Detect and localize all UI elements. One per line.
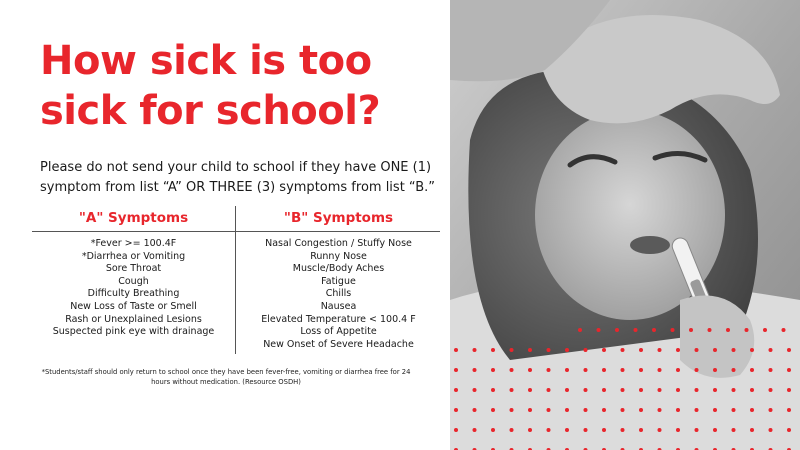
red-dot [473,368,477,372]
red-dot [565,368,569,372]
red-dot [713,408,717,412]
red-dot [732,408,736,412]
red-dot [732,388,736,392]
list-item: New Onset of Severe Headache [263,338,414,350]
red-dot [689,328,693,332]
title-line-2: sick for school? [40,88,381,134]
red-dot [602,348,606,352]
red-dot [454,428,458,432]
red-dot [652,328,656,332]
red-dot [695,368,699,372]
red-dot [597,328,601,332]
intro-line-2: symptom from list “A” OR THREE (3) symptoms from list “B.” [40,180,436,195]
red-dot [732,428,736,432]
footnote-line-1: *Students/staff should only return to school once they have been fever-free, vomiting or diarrhea free for 24 [41,368,411,376]
red-dot [639,388,643,392]
list-item: Suspected pink eye with drainage [52,326,215,338]
red-dot [676,428,680,432]
red-dot [454,388,458,392]
page-title [40,36,440,136]
red-dot [676,388,680,392]
red-dot [578,328,582,332]
red-dot [473,348,477,352]
red-dot [547,428,551,432]
red-dot [565,348,569,352]
red-dot [491,348,495,352]
red-dot [732,348,736,352]
red-dot [787,388,791,392]
list-item: Runny Nose [310,250,367,262]
title-line-1: How sick is too [40,38,372,84]
red-dot [713,388,717,392]
symptom-table [32,206,440,354]
red-dot [584,408,588,412]
red-dot [639,408,643,412]
red-dot [634,328,638,332]
list-item: Nasal Congestion / Stuffy Nose [265,238,412,249]
red-dot [787,428,791,432]
red-dot [547,368,551,372]
red-dot [713,428,717,432]
red-dot [602,388,606,392]
red-dot [750,428,754,432]
red-dot [528,368,532,372]
list-a-column [32,206,235,354]
red-dot [565,428,569,432]
red-dot [726,328,730,332]
red-dot [510,348,514,352]
red-dot [769,368,773,372]
red-dot [769,348,773,352]
list-item: Chills [325,288,352,300]
list-a-heading: "A" Symptoms [78,210,189,226]
red-dot [491,408,495,412]
red-dot [454,408,458,412]
footnote [36,367,416,387]
red-dot [510,368,514,372]
list-item: Rash or Unexplained Lesions [65,313,202,325]
red-dot [473,408,477,412]
list-b-heading: "B" Symptoms [283,210,394,226]
red-dot [454,368,458,372]
list-item: Muscle/Body Aches [292,263,385,275]
red-dot [658,368,662,372]
list-item: Nausea [320,300,357,312]
red-dot [639,348,643,352]
red-dot [769,408,773,412]
red-dot [658,428,662,432]
red-dot [658,348,662,352]
red-dot [584,348,588,352]
red-dot [602,428,606,432]
red-dot [750,388,754,392]
red-dot [602,368,606,372]
red-dot [732,368,736,372]
red-dot [565,388,569,392]
sick-child-photo [450,0,800,450]
red-dot [528,348,532,352]
red-dot [713,348,717,352]
red-dot [510,388,514,392]
intro-line-1: Please do not send your child to school if they have ONE (1) [40,160,432,175]
column-divider [235,206,236,354]
red-dot [713,368,717,372]
list-item: Loss of Appetite [300,326,377,338]
red-dot [639,428,643,432]
red-dot [454,348,458,352]
red-dot [695,408,699,412]
red-dot [621,368,625,372]
red-dot [671,328,675,332]
red-dot [695,348,699,352]
intro-text [40,158,440,198]
red-dot [491,428,495,432]
list-item: New Loss of Taste or Smell [70,300,197,312]
red-dot [547,388,551,392]
red-dot [676,368,680,372]
red-dot [787,368,791,372]
red-dot [584,388,588,392]
footnote-line-2: hours without medication. (Resource OSDH) [151,378,301,386]
red-dot [676,348,680,352]
red-dot [621,348,625,352]
list-a-items [32,238,235,339]
red-dot [769,388,773,392]
red-dot [510,428,514,432]
red-dot [547,408,551,412]
red-dot [676,408,680,412]
list-item: Sore Throat [105,263,162,275]
red-dot [602,408,606,412]
red-dot [695,428,699,432]
list-item: Cough [118,275,149,287]
red-dot [621,428,625,432]
red-dot [658,388,662,392]
list-b-column [237,206,440,354]
red-dot [787,408,791,412]
red-dot [510,408,514,412]
red-dot [528,428,532,432]
list-item: *Fever >= 100.4F [90,238,177,249]
child-mouth [630,236,670,254]
red-dot [750,368,754,372]
list-b-items [237,238,440,351]
list-item: *Diarrhea or Vomiting [81,250,186,262]
list-item: Fatigue [321,275,356,287]
list-item: Elevated Temperature < 100.4 F [261,313,416,325]
red-dot [528,408,532,412]
red-dot [621,388,625,392]
red-dot [528,388,532,392]
red-dot [491,388,495,392]
red-dot [782,328,786,332]
red-dot [615,328,619,332]
red-dot [708,328,712,332]
red-dot [658,408,662,412]
red-dot [584,428,588,432]
list-item: Difficulty Breathing [87,288,180,300]
red-dot [787,348,791,352]
red-dot [769,428,773,432]
red-dot [491,368,495,372]
red-dot [547,348,551,352]
red-dot [639,368,643,372]
red-dot [745,328,749,332]
red-dot [473,388,477,392]
red-dot [584,368,588,372]
red-dot [473,428,477,432]
red-dot [621,408,625,412]
red-dot [695,388,699,392]
red-dot [565,408,569,412]
red-dot [750,408,754,412]
red-dot [763,328,767,332]
red-dot [750,348,754,352]
